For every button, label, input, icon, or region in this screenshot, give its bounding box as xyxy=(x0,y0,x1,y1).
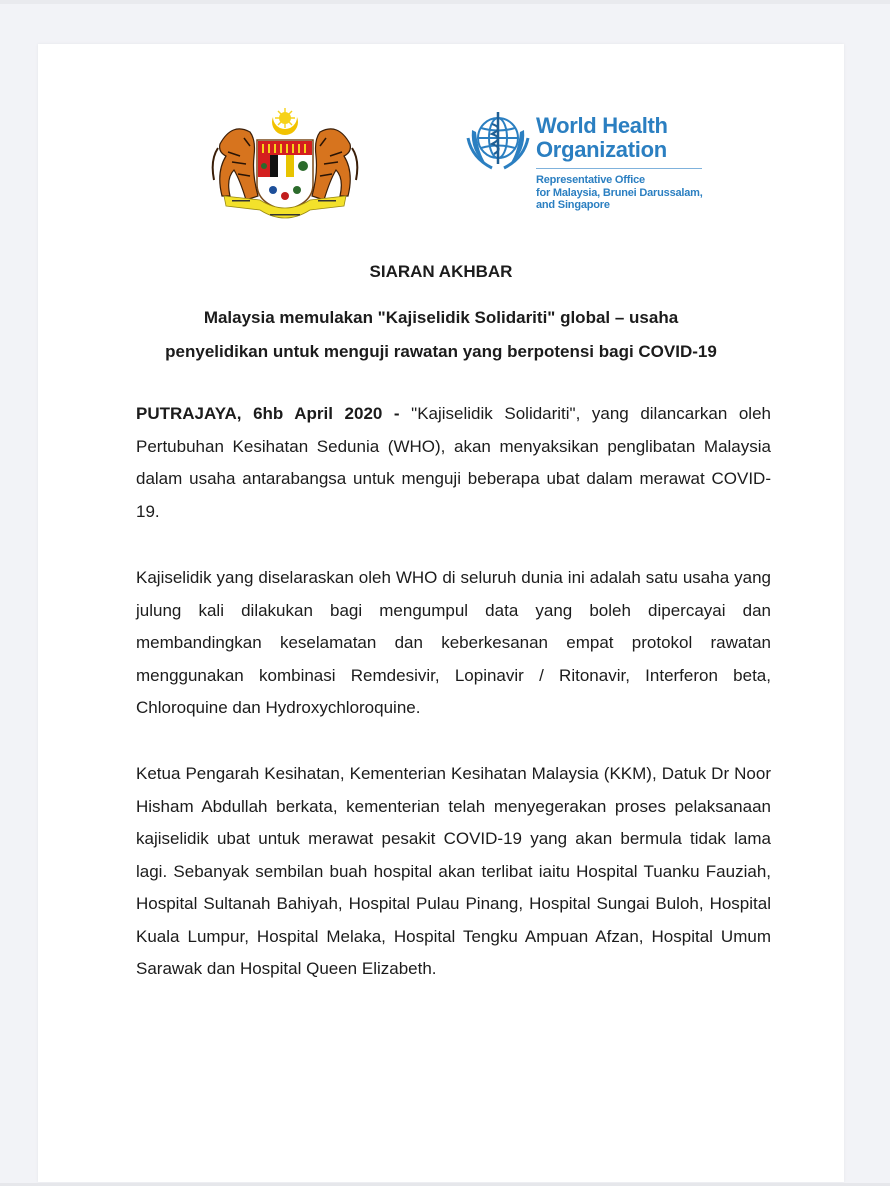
who-name-line2: Organization xyxy=(536,137,667,162)
who-office xyxy=(536,174,703,212)
who-name-line1: World Health xyxy=(536,113,668,138)
who-divider xyxy=(536,168,702,169)
press-release-label: SIARAN AKHBAR xyxy=(369,262,513,281)
who-office-line2: for Malaysia, Brunei Darussalam, xyxy=(536,186,703,199)
who-logo xyxy=(462,108,742,218)
top-bar xyxy=(0,0,890,4)
document-page[interactable] xyxy=(38,44,844,1182)
title-line-1: Malaysia memulakan "Kajiselidik Solidariti" global – usaha xyxy=(203,308,679,327)
paragraph-3: Ketua Pengarah Kesihatan, Kementerian Kesihatan Malaysia (KKM), Datuk Dr Noor Hisham Abdullah berkata, kementerian telah menyegerakan proses pelaksanaan kajiselidik ubat untuk merawat pesakit COVID-19 yang akan bermula tidak lama lagi. Sebanyak sembilan buah hospital akan terlibat iaitu Hospital Tuanku Fauziah, Hospital Sultanah Bahiyah, Hospital Pulau Pinang, Hospital Sungai Buloh, Hospital Kuala Lumpur, Hospital Melaka, Hospital Tengku Ampuan Afzan, Hospital Umum Sarawak dan Hospital Queen Elizabeth. xyxy=(136,764,771,978)
paragraph-2: Kajiselidik yang diselaraskan oleh WHO di seluruh dunia ini adalah satu usaha yang julung kali dilakukan bagi mengumpul data yang boleh dipercayai dan membandingkan keselamatan dan keberkesanan empat protokol rawatan menggunakan kombinasi Remdesivir, Lopinavir / Ritonavir, Interferon beta, Chloroquine dan Hydroxychloroquine. xyxy=(136,568,771,717)
who-office-line3: and Singapore xyxy=(536,199,610,211)
malaysia-coat-of-arms-logo xyxy=(210,104,360,228)
title-line-2: penyelidikan untuk menguji rawatan yang berpotensi bagi COVID-19 xyxy=(165,342,717,361)
who-emblem-icon xyxy=(462,108,534,172)
who-office-line1: Representative Office xyxy=(536,174,645,186)
paragraph-1-text: "Kajiselidik Solidariti", yang dilancarkan oleh Pertubuhan Kesihatan Sedunia (WHO), akan menyaksikan penglibatan Malaysia dalam usaha antarabangsa untuk menguji beberapa ubat dalam merawat COVID-19. xyxy=(136,404,771,521)
paragraph-1 xyxy=(136,398,771,528)
who-name xyxy=(536,114,668,162)
dateline: PUTRAJAYA, 6hb April 2020 - xyxy=(136,404,412,423)
